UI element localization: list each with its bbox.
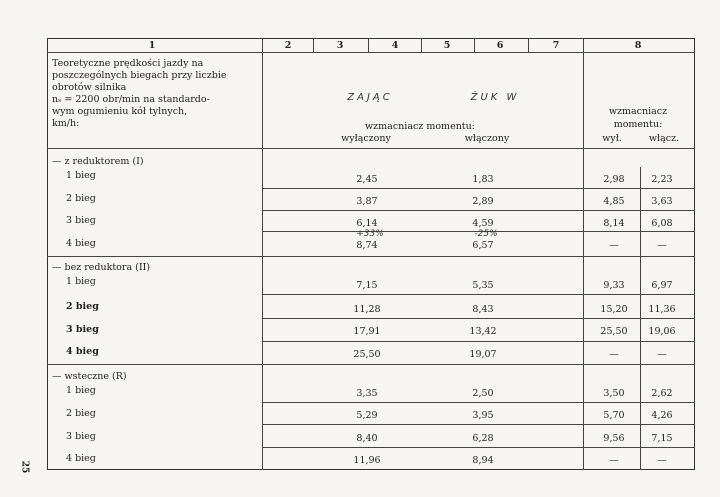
value-col8-on: 2,62 bbox=[651, 388, 673, 399]
row-line bbox=[262, 447, 695, 448]
value-col8-on: — bbox=[657, 240, 667, 251]
value-on: 5,35 bbox=[472, 280, 494, 291]
gear-label: 4 bieg bbox=[66, 453, 96, 464]
handwritten-label-off: ZAJĄC bbox=[347, 92, 393, 103]
value-off: 11,28 bbox=[353, 304, 381, 315]
value-col8-on: — bbox=[657, 349, 667, 360]
col-divider bbox=[583, 38, 584, 470]
value-col8-on: 7,15 bbox=[651, 433, 673, 444]
col-divider bbox=[421, 38, 422, 52]
col-divider bbox=[262, 38, 263, 470]
value-off: 3,87 bbox=[356, 196, 378, 207]
gear-label: 2 bieg bbox=[66, 301, 99, 312]
col8-off-label: wył. bbox=[602, 133, 622, 144]
colnum-5: 5 bbox=[443, 40, 451, 51]
value-col8-on: 19,06 bbox=[648, 326, 676, 337]
col8-booster-line1: wzmacniacz bbox=[608, 106, 668, 117]
value-col8-off: — bbox=[609, 240, 619, 251]
col8-on-label: włącz. bbox=[648, 133, 680, 144]
value-off: 3,35 bbox=[356, 388, 378, 399]
header-line: Teoretyczne prędkości jazdy na bbox=[52, 58, 204, 69]
value-on: 8,43 bbox=[472, 304, 494, 315]
value-on: 2,50 bbox=[472, 388, 494, 399]
value-off: 8,74 bbox=[356, 240, 378, 251]
col-divider bbox=[474, 38, 475, 52]
value-off: 6,14 bbox=[356, 218, 378, 229]
value-col8-off: — bbox=[609, 349, 619, 360]
value-off: 25,50 bbox=[353, 349, 381, 360]
gear-label: 1 bieg bbox=[66, 276, 96, 287]
handwritten-note-on: -25% bbox=[474, 229, 498, 239]
value-col8-off: 9,33 bbox=[603, 280, 625, 291]
value-on: 1,83 bbox=[472, 174, 494, 185]
gear-label: 3 bieg bbox=[66, 324, 99, 335]
gear-label: 2 bieg bbox=[66, 408, 96, 419]
col8-booster-line2: momentu: bbox=[613, 119, 663, 130]
section-divider bbox=[47, 256, 695, 257]
colnum-7: 7 bbox=[552, 40, 560, 51]
value-col8-on: 6,08 bbox=[651, 218, 673, 229]
booster-off-label: wyłączony bbox=[341, 133, 391, 144]
row-line bbox=[262, 294, 695, 295]
section-title: — wsteczne (R) bbox=[52, 371, 127, 382]
section-divider bbox=[47, 364, 695, 365]
gear-label: 3 bieg bbox=[66, 215, 96, 226]
value-col8-off: 2,98 bbox=[603, 174, 625, 185]
value-off: 11,96 bbox=[353, 455, 381, 466]
value-off: 7,15 bbox=[356, 280, 378, 291]
value-col8-on: 4,26 bbox=[651, 410, 673, 421]
section-title: — bez reduktora (II) bbox=[52, 262, 151, 273]
value-col8-off: 4,85 bbox=[603, 196, 625, 207]
header-line: km/h: bbox=[52, 118, 80, 129]
header-bottom-line bbox=[47, 148, 695, 149]
header-line: poszczególnych biegach przy liczbie bbox=[52, 70, 227, 81]
booster-label: wzmacniacz momentu: bbox=[365, 121, 475, 132]
gear-label: 1 bieg bbox=[66, 170, 96, 181]
gear-label: 3 bieg bbox=[66, 431, 96, 442]
row-line bbox=[262, 402, 695, 403]
value-col8-on: 2,23 bbox=[651, 174, 673, 185]
value-col8-on: 6,97 bbox=[651, 280, 673, 291]
colnum-3: 3 bbox=[336, 40, 344, 51]
value-off: 5,29 bbox=[356, 410, 378, 421]
colnum-6: 6 bbox=[496, 40, 504, 51]
gear-label: 1 bieg bbox=[66, 385, 96, 396]
row-line bbox=[262, 318, 695, 319]
value-col8-on: 3,63 bbox=[651, 196, 673, 207]
value-col8-off: 5,70 bbox=[603, 410, 625, 421]
gear-label: 4 bieg bbox=[66, 238, 96, 249]
value-on: 4,59 bbox=[472, 218, 494, 229]
header-line: wym ogumieniu kół tylnych, bbox=[52, 106, 188, 117]
gear-label: 4 bieg bbox=[66, 346, 99, 357]
colnum-4: 4 bbox=[391, 40, 399, 51]
value-on: 6,57 bbox=[472, 240, 494, 251]
page-number: 25 bbox=[19, 460, 30, 474]
section-title: — z reduktorem (I) bbox=[52, 156, 144, 167]
row-line bbox=[262, 341, 695, 342]
header-line: obrotów silnika bbox=[52, 82, 127, 93]
row-line bbox=[262, 188, 695, 189]
col-divider bbox=[528, 38, 529, 52]
value-on: 2,89 bbox=[472, 196, 494, 207]
colnum-2: 2 bbox=[284, 40, 292, 51]
value-on: 19,07 bbox=[469, 349, 497, 360]
col-divider bbox=[313, 38, 314, 52]
value-off: 8,40 bbox=[356, 433, 378, 444]
row-line bbox=[262, 424, 695, 425]
handwritten-note-off: +33% bbox=[356, 229, 384, 239]
row-line bbox=[262, 210, 695, 211]
header-line: nₛ = 2200 obr/min na standardo- bbox=[52, 94, 210, 105]
value-on: 8,94 bbox=[472, 455, 494, 466]
value-on: 3,95 bbox=[472, 410, 494, 421]
value-col8-off: — bbox=[609, 455, 619, 466]
value-on: 13,42 bbox=[469, 326, 497, 337]
value-off: 2,45 bbox=[356, 174, 378, 185]
value-col8-on: — bbox=[657, 455, 667, 466]
value-col8-on: 11,36 bbox=[648, 304, 676, 315]
colnum-8: 8 bbox=[634, 40, 642, 51]
value-col8-off: 25,50 bbox=[600, 326, 628, 337]
colnum-1: 1 bbox=[148, 40, 156, 51]
value-off: 17,91 bbox=[353, 326, 381, 337]
value-col8-off: 8,14 bbox=[603, 218, 625, 229]
booster-on-label: włączony bbox=[464, 133, 510, 144]
gear-label: 2 bieg bbox=[66, 193, 96, 204]
value-col8-off: 15,20 bbox=[600, 304, 628, 315]
value-on: 6,28 bbox=[472, 433, 494, 444]
header-divider bbox=[47, 52, 695, 53]
value-col8-off: 3,50 bbox=[603, 388, 625, 399]
value-col8-off: 9,56 bbox=[603, 433, 625, 444]
col-divider bbox=[368, 38, 369, 52]
handwritten-label-on: ŻUK W bbox=[470, 92, 520, 103]
